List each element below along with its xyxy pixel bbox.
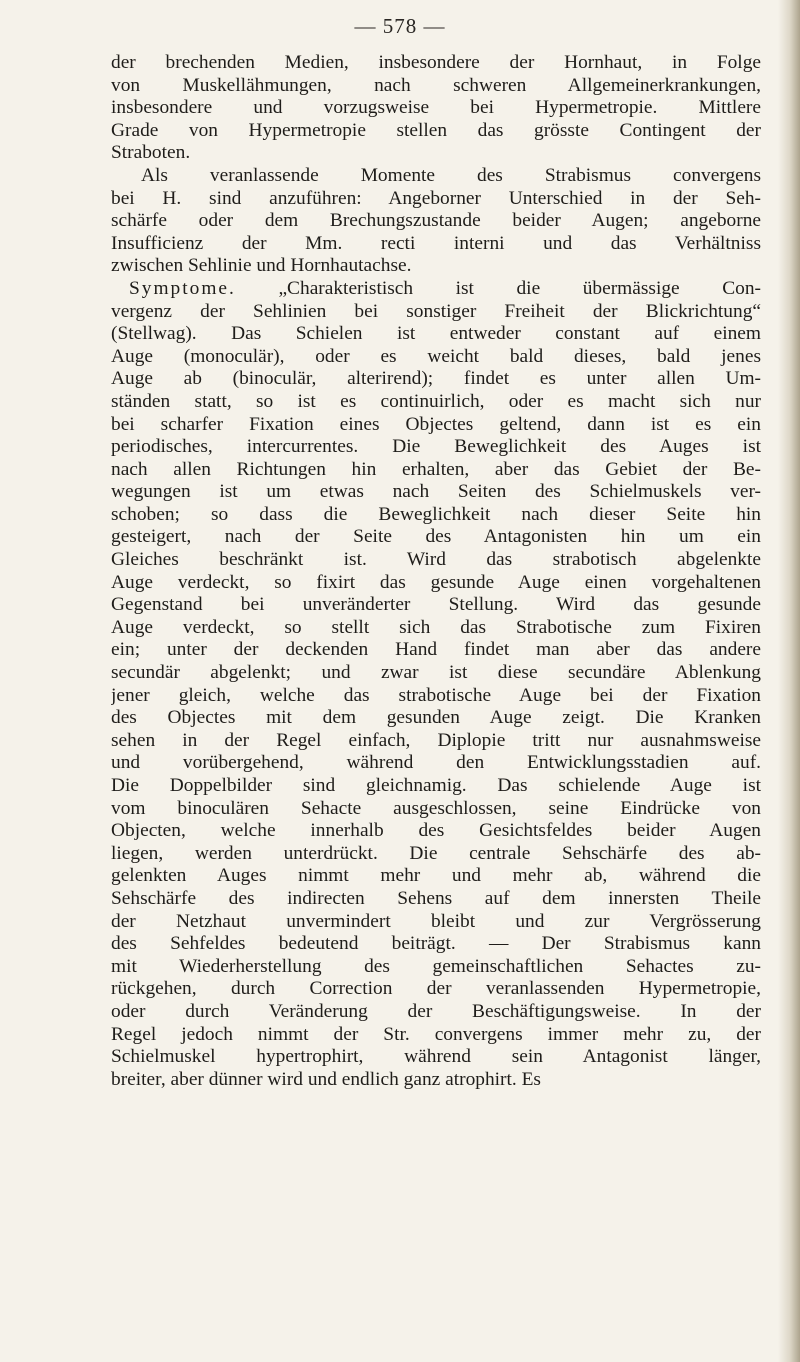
text-line: Gleiches beschränkt ist. Wird das strabotisch abgelenkte [111, 549, 761, 571]
body-text [111, 52, 761, 1091]
text-line: des Objectes mit dem gesunden Auge zeigt. Die Kranken [111, 707, 761, 729]
text-line: und vorübergehend, während den Entwicklungsstadien auf. [111, 752, 761, 774]
text-line: vergenz der Sehlinien bei sonstiger Freiheit der Blickrichtung“ [111, 300, 761, 322]
text-line: Grade von Hypermetropie stellen das grösste Contingent der [111, 119, 761, 141]
text-line: mit Wiederherstellung des gemeinschaftlichen Sehactes zu- [111, 955, 761, 977]
text-line: Die Doppelbilder sind gleichnamig. Das schielende Auge ist [111, 775, 761, 796]
text-line: Objecten, welche innerhalb des Gesichtsfeldes beider Augen [111, 820, 761, 842]
text-line [111, 278, 761, 301]
text-line: (Stellwag). Das Schielen ist entweder constant auf einem [111, 323, 761, 345]
text-line: von Muskellähmungen, nach schweren Allgemeinerkrankungen, [111, 74, 761, 96]
text-line: secundär abgelenkt; und zwar ist diese secundäre Ablenkung [111, 662, 761, 684]
text-line: insbesondere und vorzugsweise bei Hypermetropie. Mittlere [111, 97, 761, 119]
text-line: rückgehen, durch Correction der veranlassenden Hypermetropie, [111, 978, 761, 1000]
text-line: nach allen Richtungen hin erhalten, aber das Gebiet der Be- [111, 458, 761, 480]
text-line: bei scharfer Fixation eines Objectes geltend, dann ist es ein [111, 413, 761, 435]
text-line: breiter, aber dünner wird und endlich ganz atrophirt. Es [111, 1068, 541, 1090]
text-line: Als veranlassende Momente des Strabismus convergens [141, 164, 761, 186]
text-line: schoben; so dass die Beweglichkeit nach dieser Seite hin [111, 503, 761, 525]
text-line: der brechenden Medien, insbesondere der Hornhaut, in Folge [111, 52, 761, 73]
text-line: Auge ab (binoculär, alterirend); findet es unter allen Um- [111, 368, 761, 390]
text-line: des Sehfeldes bedeutend beiträgt. — Der Strabismus kann [111, 933, 761, 955]
text-line: Schielmuskel hypertrophirt, während sein Antagonist länger, [111, 1046, 761, 1068]
page-number: — 578 — [354, 14, 446, 38]
text-line: periodisches, intercurrentes. Die Beweglichkeit des Auges ist [111, 436, 761, 458]
section-lead-word: Symptome. [129, 277, 236, 299]
text-line: zwischen Sehlinie und Hornhautachse. [111, 255, 412, 277]
text-line: jener gleich, welche das strabotische Auge bei der Fixation [111, 684, 761, 706]
text-line: Auge verdeckt, so stellt sich das Strabotische zum Fixiren [111, 616, 761, 638]
text-line: wegungen ist um etwas nach Seiten des Schielmuskels ver- [111, 481, 761, 503]
text-line: Sehschärfe des indirecten Sehens auf dem innersten Theile [111, 887, 761, 909]
text-line: sehen in der Regel einfach, Diplopie tritt nur ausnahmsweise [111, 729, 761, 751]
text-line: Regel jedoch nimmt der Str. convergens immer mehr zu, der [111, 1023, 761, 1045]
text-line: gesteigert, nach der Seite des Antagonisten hin um ein [111, 526, 761, 548]
text-line: ein; unter der deckenden Hand findet man aber das andere [111, 639, 761, 661]
line-text: „Charakteristisch ist die übermässige Con- [278, 277, 761, 299]
text-line: vom binoculären Sehacte ausgeschlossen, seine Eindrücke von [111, 797, 761, 819]
text-line: bei H. sind anzuführen: Angeborner Unterschied in der Seh- [111, 187, 761, 209]
text-line: der Netzhaut unvermindert bleibt und zur Vergrösserung [111, 910, 761, 932]
text-line: schärfe oder dem Brechungszustande beider Augen; angeborne [111, 210, 761, 232]
text-line: Insufficienz der Mm. recti interni und das Verhältniss [111, 232, 761, 254]
text-line: Auge verdeckt, so fixirt das gesunde Auge einen vorgehaltenen [111, 571, 761, 593]
text-line: Straboten. [111, 142, 191, 164]
text-line: oder durch Veränderung der Beschäftigungsweise. In der [111, 1000, 761, 1022]
text-line: Gegenstand bei unveränderter Stellung. Wird das gesunde [111, 594, 761, 616]
text-line: Auge (monoculär), oder es weicht bald dieses, bald jenes [111, 345, 761, 367]
text-line: gelenkten Auges nimmt mehr und mehr ab, während die [111, 865, 761, 887]
page-edge-shadow [778, 0, 800, 1362]
text-line: ständen statt, so ist es continuirlich, oder es macht sich nur [111, 390, 761, 412]
text-line: liegen, werden unterdrückt. Die centrale Sehschärfe des ab- [111, 842, 761, 864]
